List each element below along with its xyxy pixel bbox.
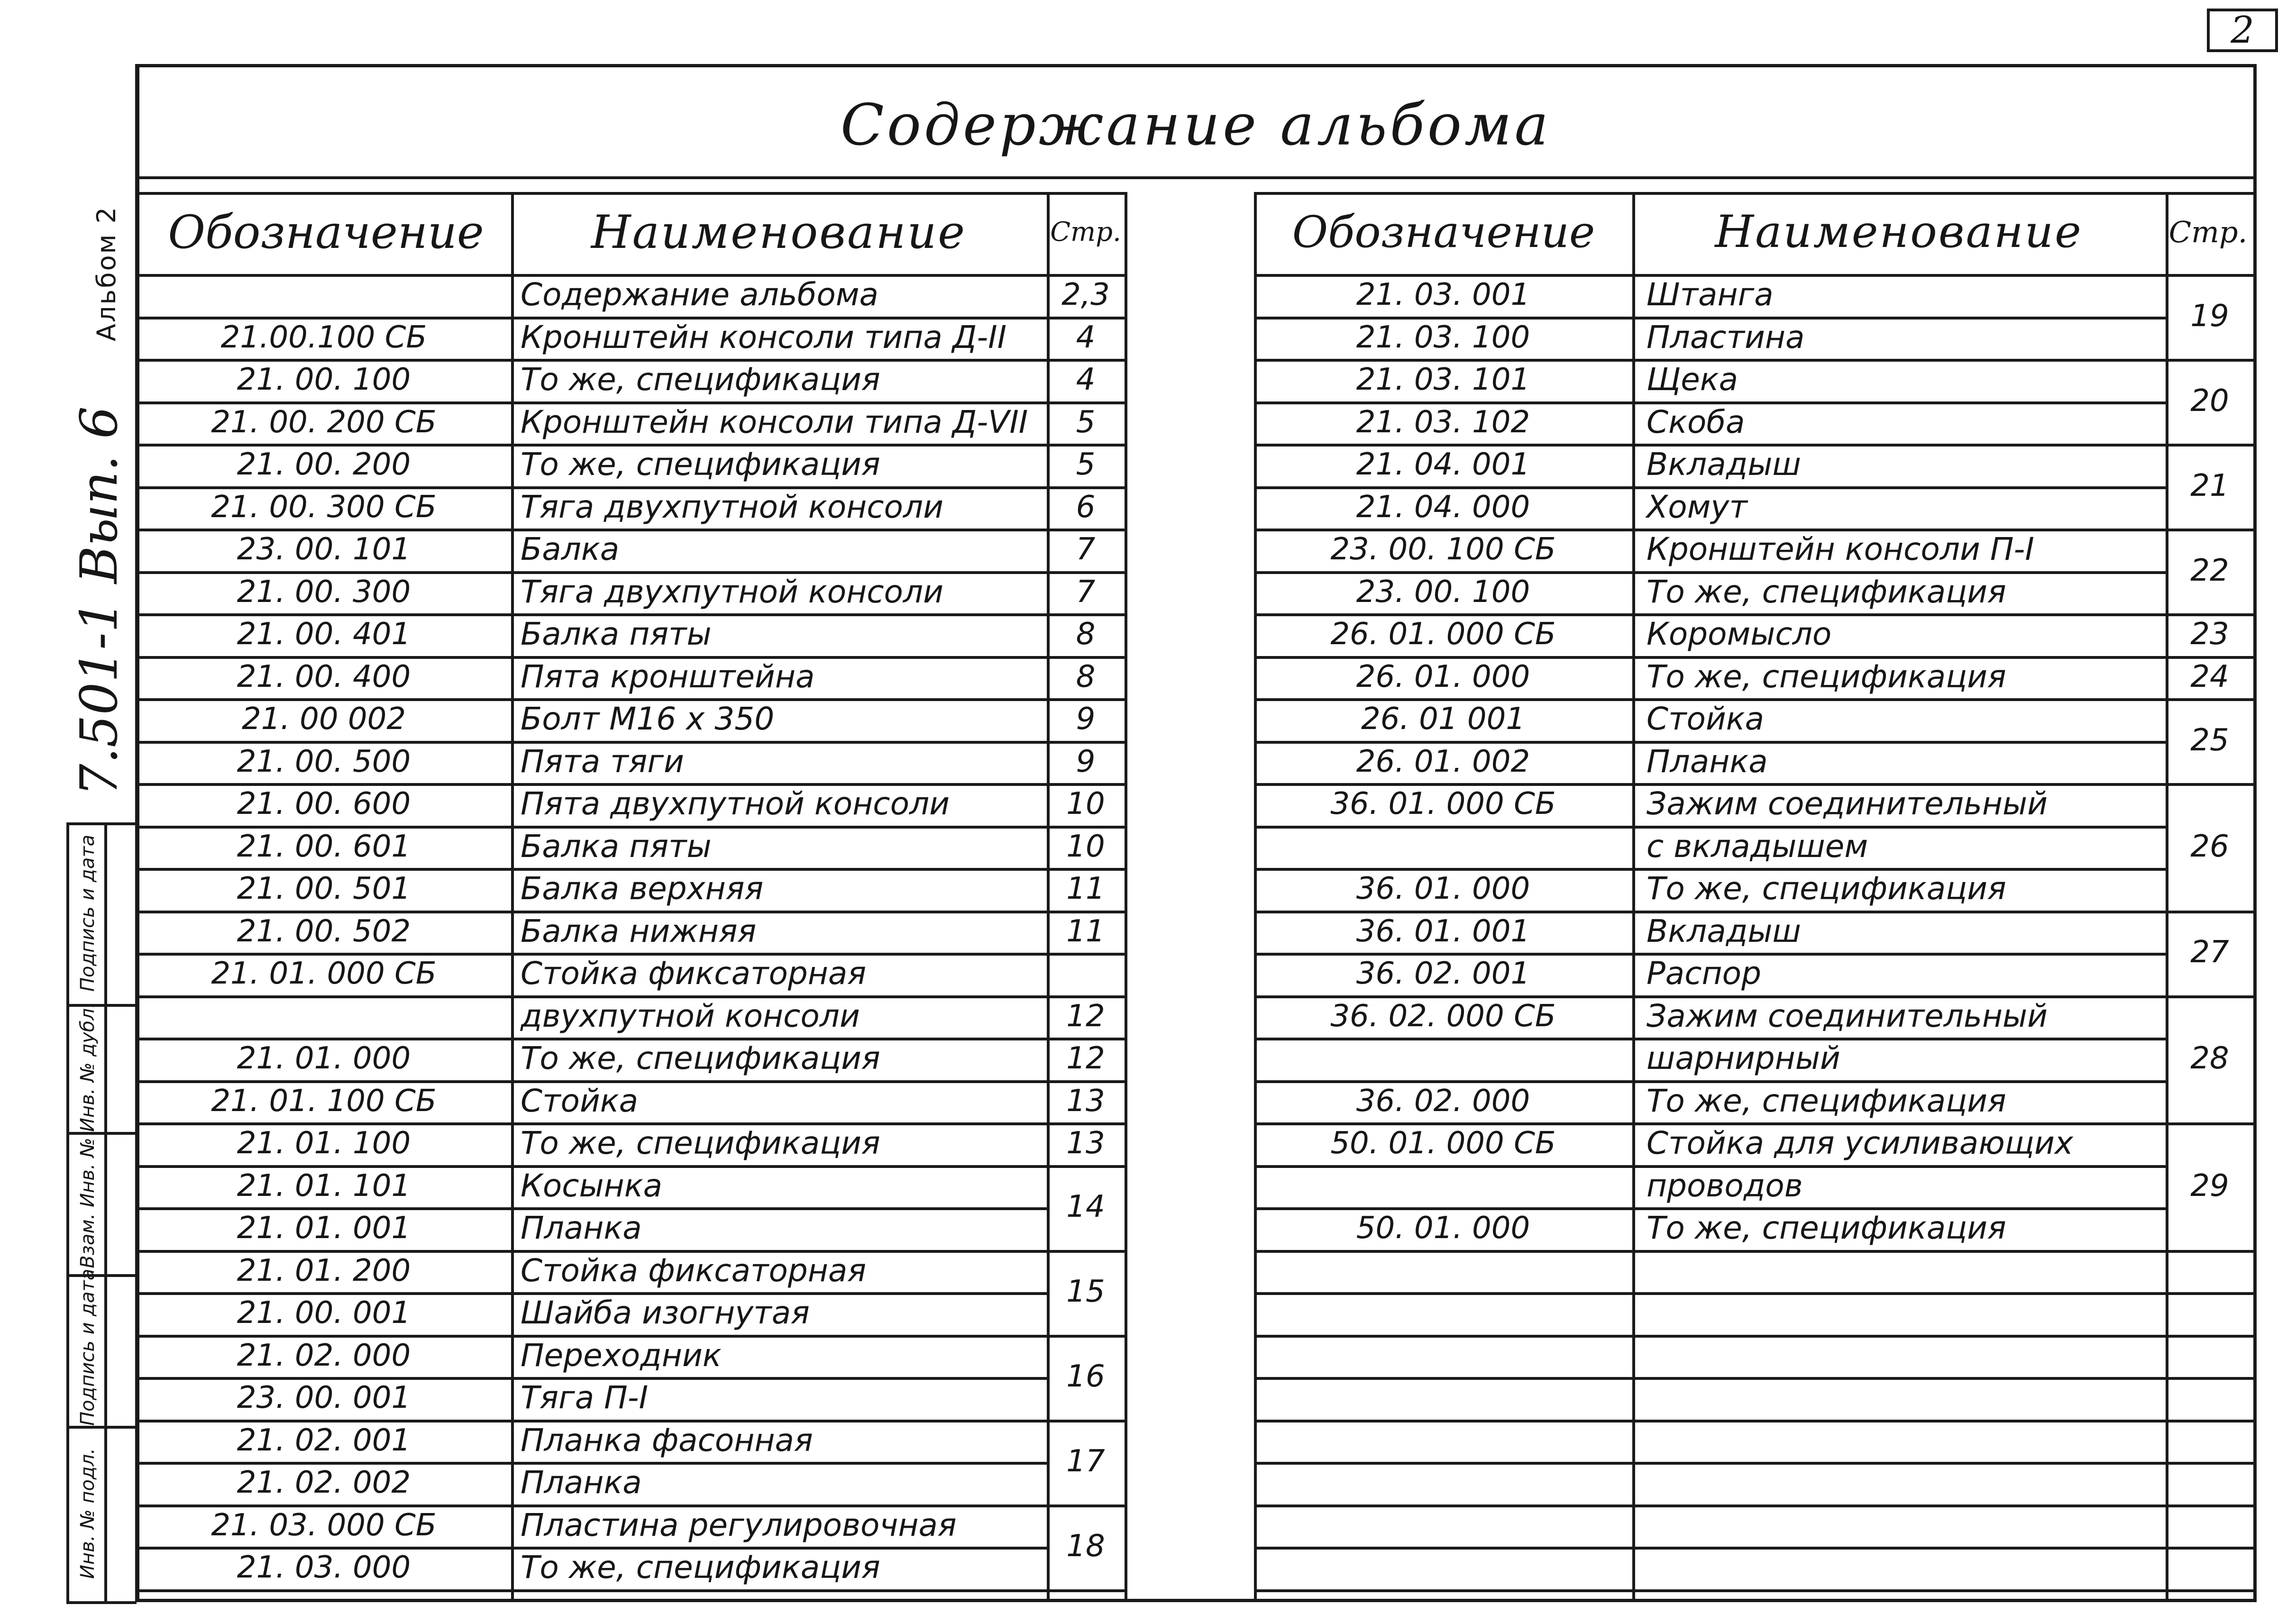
page-cell: 25 bbox=[2190, 722, 2229, 758]
name-cell: Балка нижняя bbox=[521, 912, 757, 949]
page-cell: 11 bbox=[1066, 913, 1105, 949]
code-cell: 36. 02. 001 bbox=[1356, 956, 1530, 991]
merged-page-cell: 16 bbox=[1066, 1359, 1105, 1395]
code-cell: 21. 03. 000 bbox=[237, 1550, 411, 1585]
name-cell: Стойка для усиливающих bbox=[1647, 1125, 2073, 1161]
grid-hline bbox=[1254, 1250, 2166, 1253]
name-cell: Балка верхняя bbox=[521, 870, 764, 907]
code-cell: 21. 01. 000 СБ bbox=[211, 956, 437, 991]
name-cell: Балка пяты bbox=[521, 828, 712, 865]
code-cell: 36. 01. 000 СБ bbox=[1330, 786, 1556, 821]
grid-hline bbox=[1254, 1547, 2166, 1550]
name-cell: То же, спецификация bbox=[1647, 573, 2006, 610]
code-cell: 21. 03. 000 СБ bbox=[211, 1507, 437, 1543]
stamp-label: Инв. № дубл. bbox=[77, 1002, 99, 1132]
page-cell: 10 bbox=[1066, 829, 1105, 864]
code-cell: 50. 01. 000 bbox=[1356, 1211, 1530, 1246]
name-cell: Штанга bbox=[1647, 276, 1774, 313]
grid-hline bbox=[2166, 1335, 2257, 1338]
grid-hline bbox=[1254, 1462, 2166, 1465]
name-cell: Зажим соединительный bbox=[1647, 997, 2048, 1034]
name-cell: То же, спецификация bbox=[521, 361, 880, 398]
grid-hline bbox=[1254, 1589, 2166, 1592]
name-cell: Стойка фиксаторная bbox=[521, 1252, 867, 1289]
name-cell: Шайба изогнутая bbox=[521, 1295, 810, 1331]
series-label: 7.501-1 Вып. 6 bbox=[70, 406, 129, 796]
page-cell: 26 bbox=[2190, 829, 2229, 864]
page-cell: 4 bbox=[1076, 319, 1096, 355]
code-cell: 36. 01. 001 bbox=[1356, 913, 1530, 949]
code-cell: 26. 01. 000 СБ bbox=[1330, 617, 1556, 652]
code-cell: 21. 02. 001 bbox=[237, 1422, 411, 1458]
name-cell: Распор bbox=[1647, 955, 1761, 992]
grid-hline bbox=[2166, 1250, 2257, 1253]
code-cell: 21. 00. 400 bbox=[237, 659, 411, 694]
code-cell: 21. 04. 001 bbox=[1356, 447, 1530, 482]
grid-hline bbox=[137, 1589, 1047, 1592]
grid-hline bbox=[2166, 1122, 2257, 1125]
page-cell: 20 bbox=[2190, 383, 2229, 419]
name-cell: Балка bbox=[521, 531, 620, 567]
stamp-hline bbox=[66, 1132, 137, 1135]
name-cell: То же, спецификация bbox=[521, 1125, 880, 1161]
code-cell: 21. 02. 000 bbox=[237, 1338, 411, 1373]
page-cell: 10 bbox=[1066, 786, 1105, 821]
code-cell: 26. 01. 000 bbox=[1356, 659, 1530, 694]
code-cell: 21. 00. 501 bbox=[237, 871, 411, 906]
page-cell: 12 bbox=[1066, 998, 1105, 1034]
code-cell: 21. 00. 500 bbox=[237, 744, 411, 779]
code-cell: 26. 01 001 bbox=[1361, 702, 1526, 737]
name-cell: Пята двухпутной консоли bbox=[521, 785, 950, 822]
header-designation-right: Обозначение bbox=[1292, 207, 1595, 257]
name-cell: То же, спецификация bbox=[1647, 1082, 2006, 1119]
code-cell bbox=[1259, 826, 1628, 867]
grid-hline bbox=[2166, 995, 2257, 998]
header-designation-left: Обозначение bbox=[168, 206, 484, 259]
name-cell: Щека bbox=[1647, 361, 1738, 398]
name-cell: То же, спецификация bbox=[1647, 870, 2006, 907]
grid-vline bbox=[66, 822, 69, 1601]
name-cell: То же, спецификация bbox=[521, 1040, 880, 1076]
code-cell: 21. 00. 300 СБ bbox=[211, 489, 437, 525]
stamp-label: Подпись и дата bbox=[77, 1268, 99, 1426]
name-cell: Стойка bbox=[1647, 701, 1765, 737]
code-cell: 21. 00. 300 bbox=[237, 574, 411, 610]
page-cell: 22 bbox=[2190, 553, 2229, 588]
code-cell: 36. 02. 000 bbox=[1356, 1083, 1530, 1119]
code-cell: 36. 02. 000 СБ bbox=[1330, 998, 1556, 1034]
code-cell: 21. 00. 600 bbox=[237, 786, 411, 821]
album-label: Альбом 2 bbox=[91, 206, 121, 341]
name-cell: Тяга двухпутной консоли bbox=[521, 573, 943, 610]
code-cell: 21. 00. 100 bbox=[237, 362, 411, 397]
header-page-left: Стр. bbox=[1050, 217, 1121, 247]
name-cell: Стойка bbox=[521, 1082, 639, 1119]
code-cell: 21. 00. 601 bbox=[237, 829, 411, 864]
page-cell: 9 bbox=[1076, 744, 1096, 779]
stamp-hline bbox=[66, 1601, 137, 1604]
name-cell: Хомут bbox=[1647, 488, 1747, 525]
merged-page-cell: 14 bbox=[1066, 1189, 1105, 1225]
page-cell: 13 bbox=[1066, 1126, 1105, 1161]
page-cell: 2,3 bbox=[1061, 277, 1110, 312]
code-cell: 21. 00. 001 bbox=[237, 1295, 411, 1331]
code-cell: 21. 01. 200 bbox=[237, 1253, 411, 1288]
grid-hline bbox=[2166, 529, 2257, 531]
grid-hline bbox=[1254, 1292, 2166, 1295]
page-cell: 4 bbox=[1076, 362, 1096, 397]
grid-hline bbox=[2166, 444, 2257, 447]
name-cell: двухпутной консоли bbox=[521, 997, 860, 1034]
grid-vline bbox=[1125, 192, 1127, 1601]
name-cell: Болт М16 х 350 bbox=[521, 701, 775, 737]
name-cell: Кронштейн консоли типа Д-VII bbox=[521, 403, 1028, 440]
grid-hline bbox=[2166, 1504, 2257, 1507]
code-cell: 23. 00. 100 СБ bbox=[1330, 532, 1556, 567]
code-cell: 21. 00. 200 СБ bbox=[211, 404, 437, 440]
code-cell: 21. 00 002 bbox=[241, 702, 406, 737]
grid-vline bbox=[2254, 192, 2257, 1601]
code-cell: 21. 01. 100 СБ bbox=[211, 1083, 437, 1119]
code-cell: 21.00.100 СБ bbox=[220, 319, 427, 355]
stamp-hline bbox=[66, 1004, 137, 1007]
grid-hline bbox=[2166, 1420, 2257, 1422]
page-cell: 5 bbox=[1076, 447, 1096, 482]
stamp-hline bbox=[66, 1274, 137, 1277]
code-cell bbox=[1259, 1038, 1628, 1079]
name-cell: Косынка bbox=[521, 1167, 663, 1204]
merged-page-cell: 18 bbox=[1066, 1529, 1105, 1564]
grid-hline bbox=[2166, 359, 2257, 362]
merged-page-cell: 15 bbox=[1066, 1274, 1105, 1310]
code-cell: 21. 00. 200 bbox=[237, 447, 411, 482]
page-cell: 24 bbox=[2190, 659, 2229, 694]
code-cell: 23. 00. 100 bbox=[1356, 574, 1530, 610]
page-cell: 7 bbox=[1076, 574, 1096, 610]
name-cell: Тяга П-I bbox=[521, 1379, 649, 1416]
grid-hline bbox=[1254, 1335, 2166, 1338]
name-cell: Вкладыш bbox=[1647, 912, 1801, 949]
name-cell: Коромысло bbox=[1647, 616, 1832, 652]
code-cell bbox=[141, 995, 506, 1037]
name-cell: Зажим соединительный bbox=[1647, 785, 2048, 822]
code-cell: 21. 00. 502 bbox=[237, 913, 411, 949]
grid-hline bbox=[1254, 1420, 2166, 1422]
name-cell: То же, спецификация bbox=[521, 1549, 880, 1586]
code-cell bbox=[1259, 1165, 1628, 1207]
album-title: Содержание альбома bbox=[840, 92, 1552, 158]
name-cell: Балка пяты bbox=[521, 616, 712, 652]
grid-hline bbox=[2166, 783, 2257, 786]
grid-hline bbox=[2166, 1377, 2257, 1380]
page-cell: 9 bbox=[1076, 702, 1096, 737]
page-cell: 7 bbox=[1076, 532, 1096, 567]
code-cell: 21. 01. 101 bbox=[237, 1168, 411, 1204]
name-cell: Планка bbox=[1647, 743, 1768, 780]
name-cell: Скоба bbox=[1647, 403, 1745, 440]
page-number: 2 bbox=[2207, 9, 2278, 52]
grid-hline bbox=[137, 176, 2257, 179]
code-cell: 21. 04. 000 bbox=[1356, 489, 1530, 525]
grid-hline bbox=[2166, 1547, 2257, 1550]
code-cell: 50. 01. 000 СБ bbox=[1330, 1126, 1556, 1161]
page-cell: 13 bbox=[1066, 1083, 1105, 1119]
grid-hline bbox=[1047, 1589, 1125, 1592]
page-cell: 8 bbox=[1076, 659, 1096, 694]
code-cell: 36. 01. 000 bbox=[1356, 871, 1530, 906]
code-cell: 23. 00. 001 bbox=[237, 1380, 411, 1415]
code-cell: 21. 00. 401 bbox=[237, 617, 411, 652]
page-cell bbox=[1047, 953, 1125, 994]
header-page-right: Стр. bbox=[2168, 215, 2248, 249]
page-cell: 23 bbox=[2190, 617, 2229, 652]
name-cell: Планка bbox=[521, 1464, 642, 1501]
name-cell: Пята кронштейна bbox=[521, 658, 815, 695]
code-cell: 21. 01. 000 bbox=[237, 1041, 411, 1076]
name-cell: То же, спецификация bbox=[1647, 1210, 2006, 1246]
name-cell: То же, спецификация bbox=[521, 446, 880, 483]
name-cell: с вкладышем bbox=[1647, 828, 1868, 865]
grid-hline bbox=[2166, 1589, 2257, 1592]
page-cell: 29 bbox=[2190, 1168, 2229, 1204]
name-cell: Содержание альбома bbox=[521, 276, 878, 313]
code-cell: 21. 01. 100 bbox=[237, 1126, 411, 1161]
grid-hline bbox=[1254, 1377, 2166, 1380]
grid-hline bbox=[2166, 1462, 2257, 1465]
header-name-left: Наименование bbox=[591, 206, 967, 259]
name-cell: Пластина bbox=[1647, 319, 1805, 356]
name-cell: Планка фасонная bbox=[521, 1422, 813, 1459]
grid-hline bbox=[2166, 911, 2257, 913]
name-cell: шарнирный bbox=[1647, 1040, 1840, 1076]
page-cell: 27 bbox=[2190, 935, 2229, 970]
page-cell: 8 bbox=[1076, 617, 1096, 652]
merged-page-cell: 17 bbox=[1066, 1444, 1105, 1479]
page-cell: 19 bbox=[2190, 298, 2229, 334]
page-cell: 11 bbox=[1066, 871, 1105, 906]
name-cell: Кронштейн консоли П-I bbox=[1647, 531, 2034, 567]
code-cell: 21. 01. 001 bbox=[237, 1211, 411, 1246]
name-cell: Пята тяги bbox=[521, 743, 684, 780]
code-cell: 26. 01. 002 bbox=[1356, 744, 1530, 779]
name-cell: Стойка фиксаторная bbox=[521, 955, 867, 992]
name-cell: Пластина регулировочная bbox=[521, 1506, 957, 1543]
code-cell: 23. 00. 101 bbox=[237, 532, 411, 567]
page-cell: 12 bbox=[1066, 1041, 1105, 1076]
page-cell: 6 bbox=[1076, 489, 1096, 525]
code-cell bbox=[141, 274, 506, 316]
grid-hline bbox=[1254, 1504, 2166, 1507]
code-cell: 21. 03. 102 bbox=[1356, 404, 1530, 440]
stamp-hline bbox=[66, 822, 137, 825]
page-cell: 5 bbox=[1076, 404, 1096, 440]
page-cell: 21 bbox=[2190, 468, 2229, 503]
header-name-right: Наименование bbox=[1715, 206, 2083, 258]
stamp-label: Инв. № подл. bbox=[77, 1448, 99, 1579]
name-cell: проводов bbox=[1647, 1167, 1803, 1204]
name-cell: Вкладыш bbox=[1647, 446, 1801, 483]
stamp-label: Подпись и дата bbox=[77, 834, 99, 992]
grid-hline bbox=[2166, 698, 2257, 701]
code-cell: 21. 03. 001 bbox=[1356, 277, 1530, 312]
code-cell: 21. 02. 002 bbox=[237, 1465, 411, 1500]
stamp-hline bbox=[66, 1426, 137, 1429]
name-cell: Переходник bbox=[521, 1337, 722, 1374]
grid-vline bbox=[104, 822, 107, 1601]
name-cell: Кронштейн консоли типа Д-II bbox=[521, 319, 1007, 356]
name-cell: То же, спецификация bbox=[1647, 658, 2006, 695]
code-cell: 21. 03. 101 bbox=[1356, 362, 1530, 397]
page-cell: 28 bbox=[2190, 1041, 2229, 1076]
stamp-label: Взам. Инв. № bbox=[77, 1138, 99, 1268]
name-cell: Тяга двухпутной консоли bbox=[521, 488, 943, 525]
grid-hline bbox=[2166, 1292, 2257, 1295]
code-cell: 21. 03. 100 bbox=[1356, 319, 1530, 355]
name-cell: Планка bbox=[521, 1210, 642, 1246]
